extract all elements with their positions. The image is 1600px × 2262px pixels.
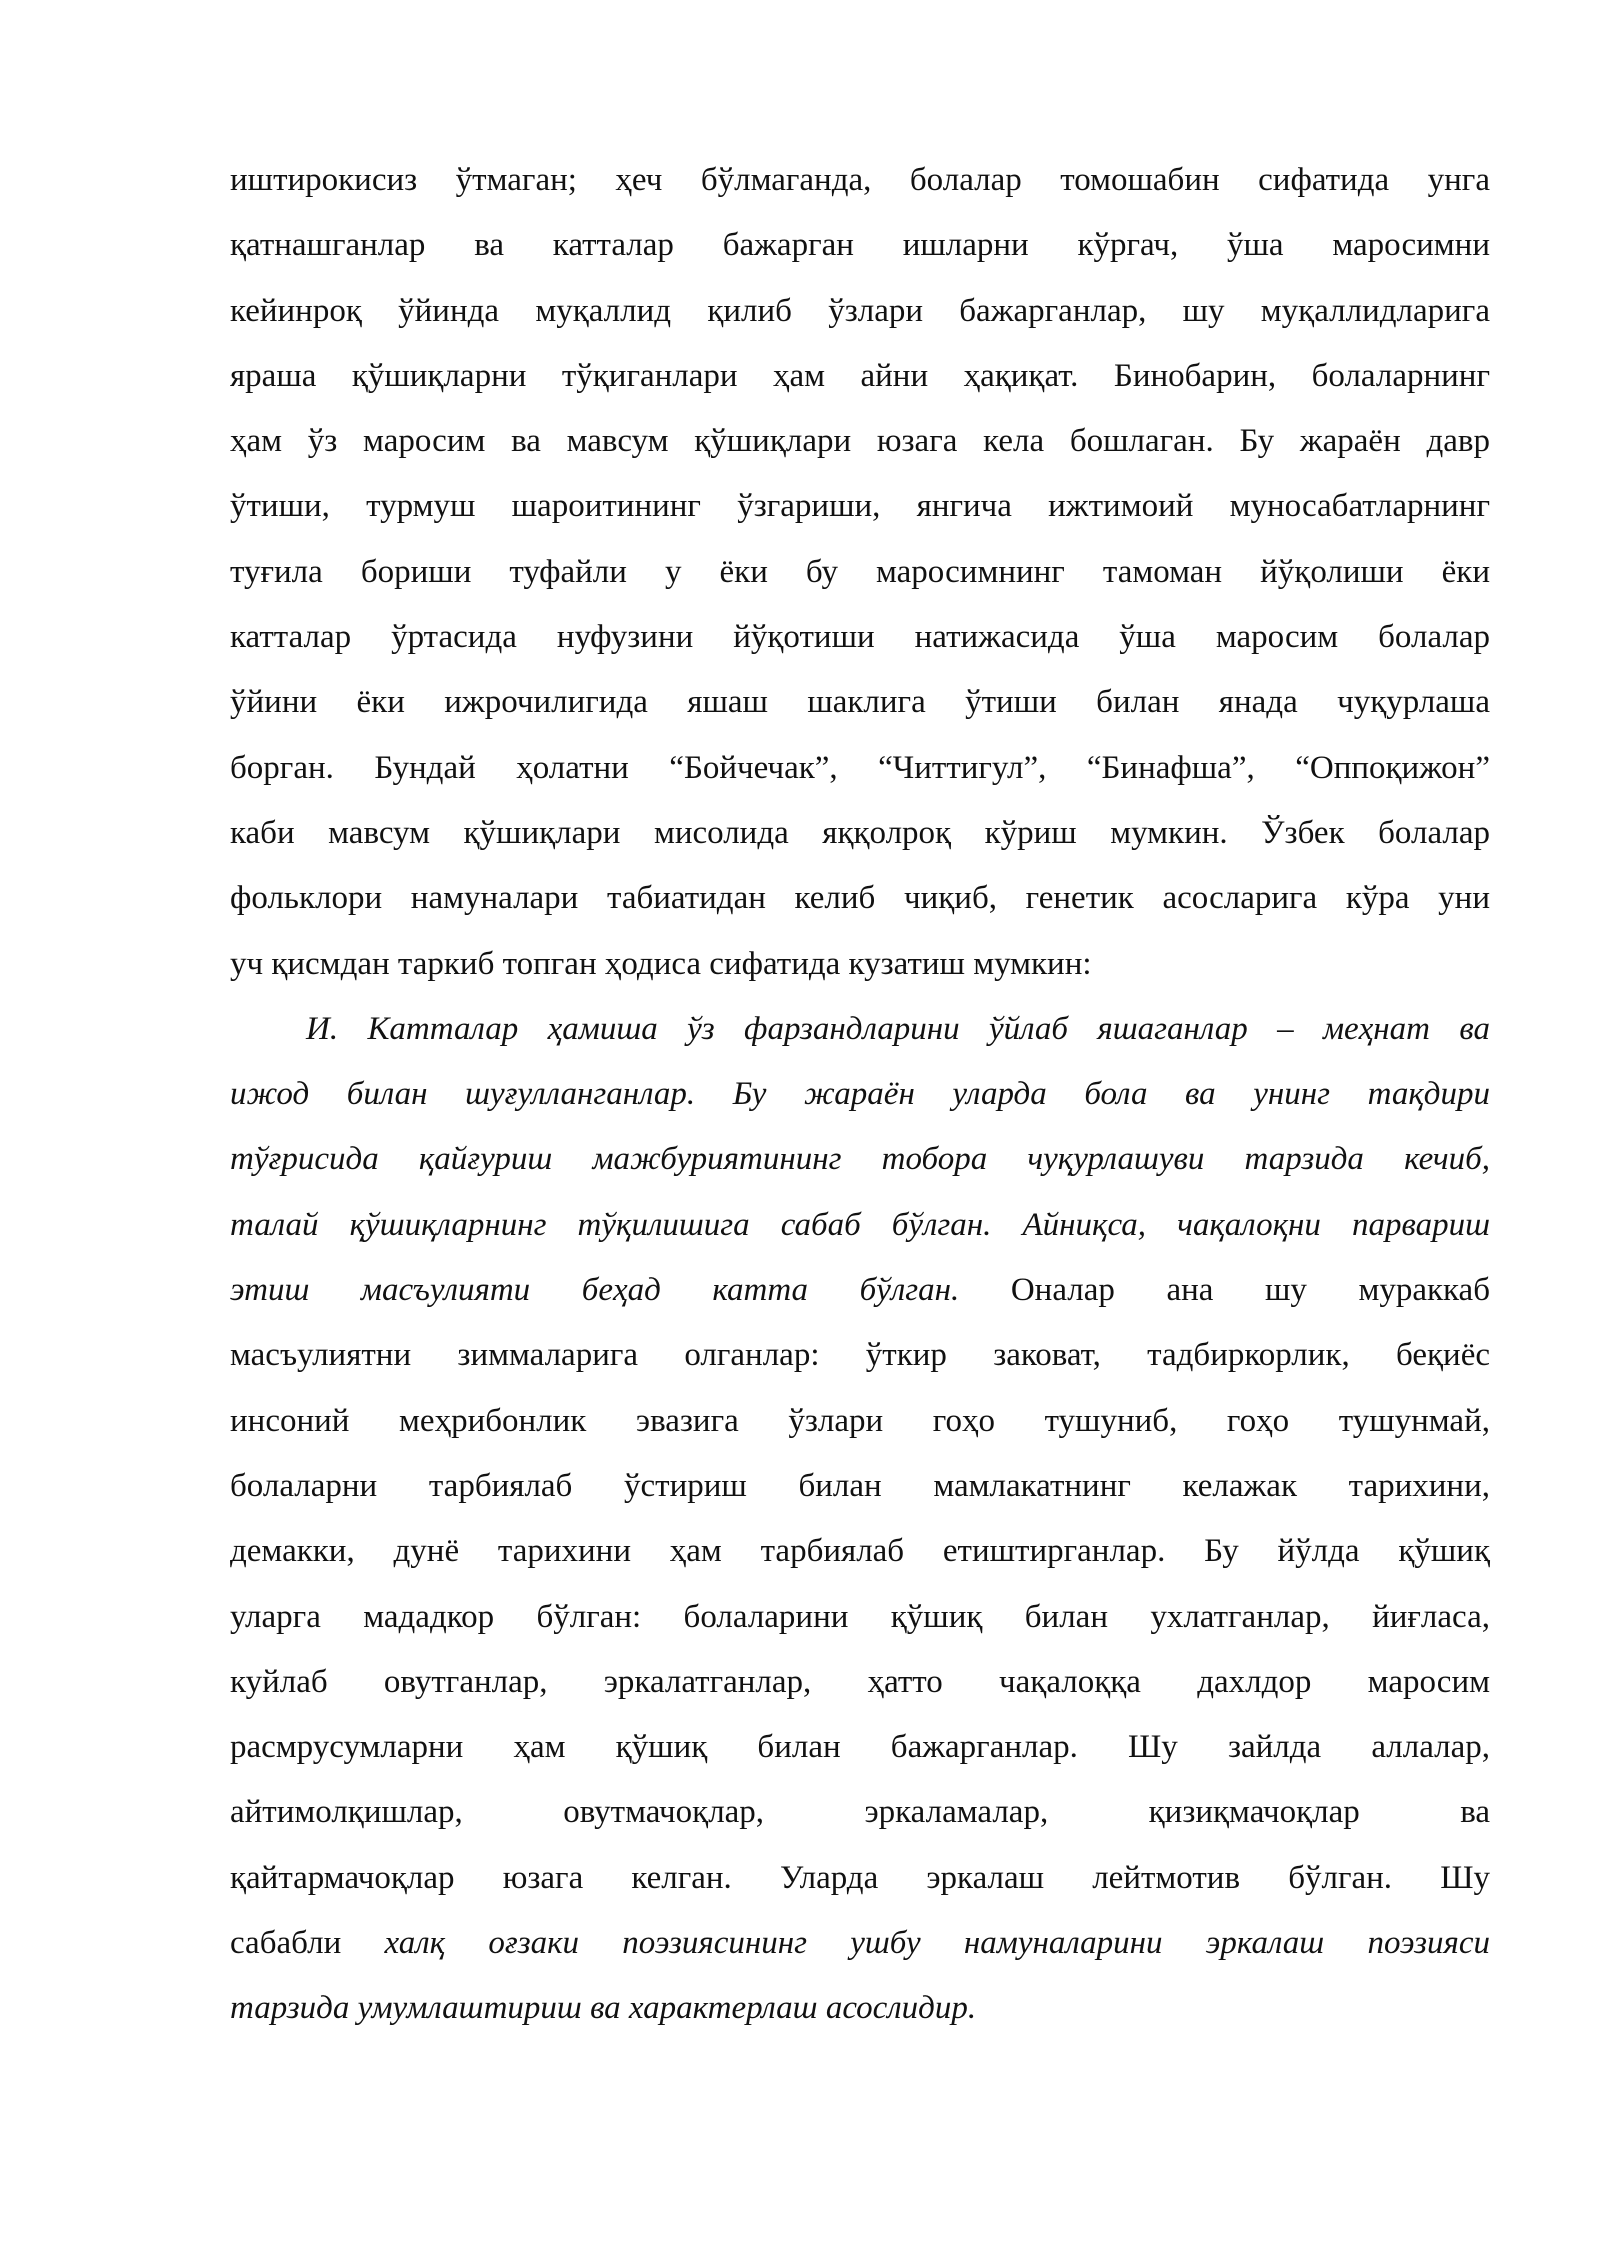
paragraph-1 [230,148,1490,997]
text-line: уч қисмдан таркиб топган ҳодиса сифатида кузатиш мумкин: [230,945,1092,982]
text-line: куйлаб овутганлар, эркалатганлар, ҳатто чақалоққа дахлдор маросим [230,1663,1490,1700]
text-line: ўйини ёки ижрочилигида яшаш шаклига ўтиши билан янада чуқурлаша [230,684,1490,721]
italic-run: этиш масъулияти беҳад катта бўлган. [230,1272,960,1309]
text-line: масъулиятни зиммаларига олганлар: ўткир заковат, тадбиркорлик, беқиёс [230,1337,1490,1374]
text-line [230,1911,1490,1976]
paragraph-2 [230,997,1490,2042]
text-line: И. Катталар ҳамиша ўз фарзандларини ўйлаб яшаганлар – меҳнат ва [306,1010,1490,1047]
text-line: қайтармачоқлар юзага келган. Уларда эркалаш лейтмотив бўлган. Шу [230,1859,1490,1896]
text-line: ўтиши, турмуш шароитининг ўзгариши, янгича ижтимоий муносабатларнинг [230,488,1490,525]
text-line: ижод билан шуғулланганлар. Бу жараён уларда бола ва унинг тақдири [230,1076,1490,1113]
body-text [230,148,1490,2042]
text-line: борган. Бундай ҳолатни “Бойчечак”, “Читтигул”, “Бинафша”, “Оппоқижон” [230,749,1490,786]
text-line: ҳам ўз маросим ва мавсум қўшиқлари юзага кела бошлаган. Бу жараён давр [230,423,1490,460]
text-line: демакки, дунё тарихини ҳам тарбиялаб етиштирганлар. Бу йўлда қўшиқ [230,1533,1490,1570]
text-line: туғила бориши туфайли у ёки бу маросимнинг тамоман йўқолиши ёки [230,553,1490,590]
text-line: болаларни тарбиялаб ўстириш билан мамлакатнинг келажак тарихини, [230,1467,1490,1504]
text-line [230,1258,1490,1323]
text-line: инсоний меҳрибонлик эвазига ўзлари гоҳо тушуниб, гоҳо тушунмай, [230,1402,1490,1439]
text-line: кейинроқ ўйинда муқаллид қилиб ўзлари бажарганлар, шу муқаллидларига [230,292,1490,329]
text-line: расмрусумларни ҳам қўшиқ билан бажарганлар. Шу зайлда аллалар, [230,1729,1490,1766]
text-line: талай қўшиқларнинг тўқилишига сабаб бўлган. Айниқса, чақалоқни парвариш [230,1206,1490,1243]
text-line: айтимолқишлар, овутмачоқлар, эркаламалар, қизиқмачоқлар ва [230,1794,1490,1831]
text-line: тўғрисида қайғуриш мажбуриятининг тобора чуқурлашуви тарзида кечиб, [230,1141,1490,1178]
text-line: каби мавсум қўшиқлари мисолида яққолроқ кўриш мумкин. Ўзбек болалар [230,814,1490,851]
text-line: иштирокисиз ўтмаган; ҳеч бўлмаганда, болалар томошабин сифатида унга [230,162,1490,198]
text-line: уларга мададкор бўлган: болаларини қўшиқ билан ухлатганлар, йиғласа, [230,1598,1490,1635]
text-line: қатнашганлар ва катталар бажарган ишларни кўргач, ўша маросимни [230,227,1490,264]
text-line: тарзида умумлаштириш ва характерлаш асослидир. [230,1990,977,2027]
text-line: яраша қўшиқларни тўқиганлари ҳам айни ҳақиқат. Бинобарин, болаларнинг [230,357,1490,394]
regular-run: Оналар ана шу мураккаб [959,1272,1490,1309]
regular-run: сабабли [230,1925,385,1962]
text-line: фольклори намуналари табиатидан келиб чиқиб, генетик асосларига кўра уни [230,880,1490,917]
text-line: катталар ўртасида нуфузини йўқотиши натижасида ўша маросим болалар [230,619,1490,656]
italic-run: халқ оғзаки поэзиясининг ушбу намуналарини эркалаш поэзияси [384,1925,1490,1962]
